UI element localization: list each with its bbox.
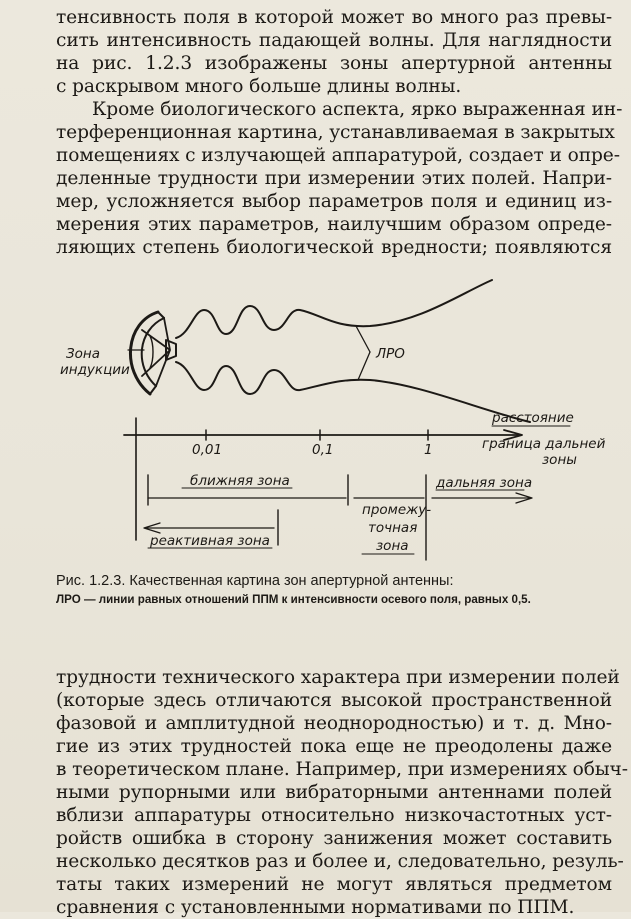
- text-line: трудности технического характера при измерении полей: [56, 667, 620, 688]
- lro-line-upper: [356, 326, 370, 352]
- text-line: ными рупорными или вибраторными антеннами полей: [56, 782, 612, 803]
- text-line: деленные трудности при измерении этих полей. Напри-: [56, 168, 612, 189]
- far-zone-label: дальняя зона: [436, 475, 533, 491]
- text-line: Кроме биологического аспекта, ярко выраженная ин-: [92, 99, 623, 120]
- figure-caption: [56, 572, 612, 608]
- text-line: мерения этих параметров, наилучшим образом опреде-: [56, 214, 612, 235]
- caption-title: Рис. 1.2.3. Качественная картина зон апертурной антенны:: [56, 573, 454, 589]
- near-zone-label: ближняя зона: [190, 473, 290, 489]
- caption-note: ЛРО — линии равных отношений ППМ к интенсивности осевого поля, равных 0,5.: [56, 593, 531, 606]
- antenna-inner-zone: [150, 336, 153, 368]
- tick-label-01: 0,1: [312, 442, 334, 458]
- text-line: вблизи аппаратуры относительно низкочастотных уст-: [56, 805, 612, 826]
- text-line: тенсивность поля в которой может во много раз превы-: [56, 7, 612, 28]
- top-paragraph: [56, 6, 623, 259]
- text-line: на рис. 1.2.3 изображены зоны апертурной антенны: [56, 53, 612, 74]
- intermediate-zone-label-3: зона: [376, 538, 409, 554]
- text-line: в теоретическом плане. Например, при измерениях обыч-: [56, 759, 628, 780]
- text-line: ляющих степень биологической вредности; появляются: [56, 237, 612, 258]
- induction-zone-label-1: Зона: [66, 346, 101, 362]
- text-line: сить интенсивность падающей волны. Для наглядности: [56, 30, 612, 51]
- beam-lower-boundary: [176, 362, 530, 422]
- text-line: терференционная картина, устанавливаемая в закрытых: [56, 122, 615, 143]
- text-line: ройств ошибка в сторону занижения может составить: [56, 828, 612, 849]
- bottom-paragraph: [56, 666, 628, 919]
- lro-label: ЛРО: [376, 346, 405, 362]
- antenna-zones-diagram: [30, 270, 630, 570]
- antenna-dish-cap-top: [158, 312, 164, 318]
- far-zone-border-label-1: граница дальней: [482, 436, 606, 452]
- tick-label-1: 1: [424, 442, 433, 458]
- text-line: (которые здесь отличаются высокой пространственной: [56, 690, 612, 711]
- text-line: таты таких измерений не могут являться предметом: [56, 874, 612, 895]
- text-line: с раскрывом много больше длины волны.: [56, 76, 462, 97]
- intermediate-zone-label-1: промежу-: [362, 502, 432, 518]
- text-line: помещениях с излучающей аппаратурой, создает и опре-: [56, 145, 620, 166]
- intermediate-zone-label-2: точная: [368, 520, 418, 536]
- reactive-zone-label: реактивная зона: [150, 533, 270, 549]
- far-zone-border-label-2: зоны: [542, 452, 577, 468]
- text-line: сравнения с установленными нормативами по ППМ.: [56, 897, 575, 918]
- text-line: фазовой и амплитудной неоднородностью) и т. д. Мно-: [56, 713, 612, 734]
- induction-zone-label-2: индукции: [60, 362, 130, 378]
- antenna-zones-figure: [30, 270, 630, 570]
- text-line: мер, усложняется выбор параметров поля и единиц из-: [56, 191, 612, 212]
- antenna-dish-cap-bottom: [150, 386, 156, 394]
- text-line: гие из этих трудностей пока еще не преодолены даже: [56, 736, 612, 757]
- beam-upper-boundary: [176, 280, 492, 338]
- text-line: несколько десятков раз и более и, следовательно, резуль-: [56, 851, 624, 872]
- distance-label: расстояние: [492, 410, 574, 426]
- lro-line-lower: [358, 352, 370, 380]
- tick-label-001: 0,01: [192, 442, 223, 458]
